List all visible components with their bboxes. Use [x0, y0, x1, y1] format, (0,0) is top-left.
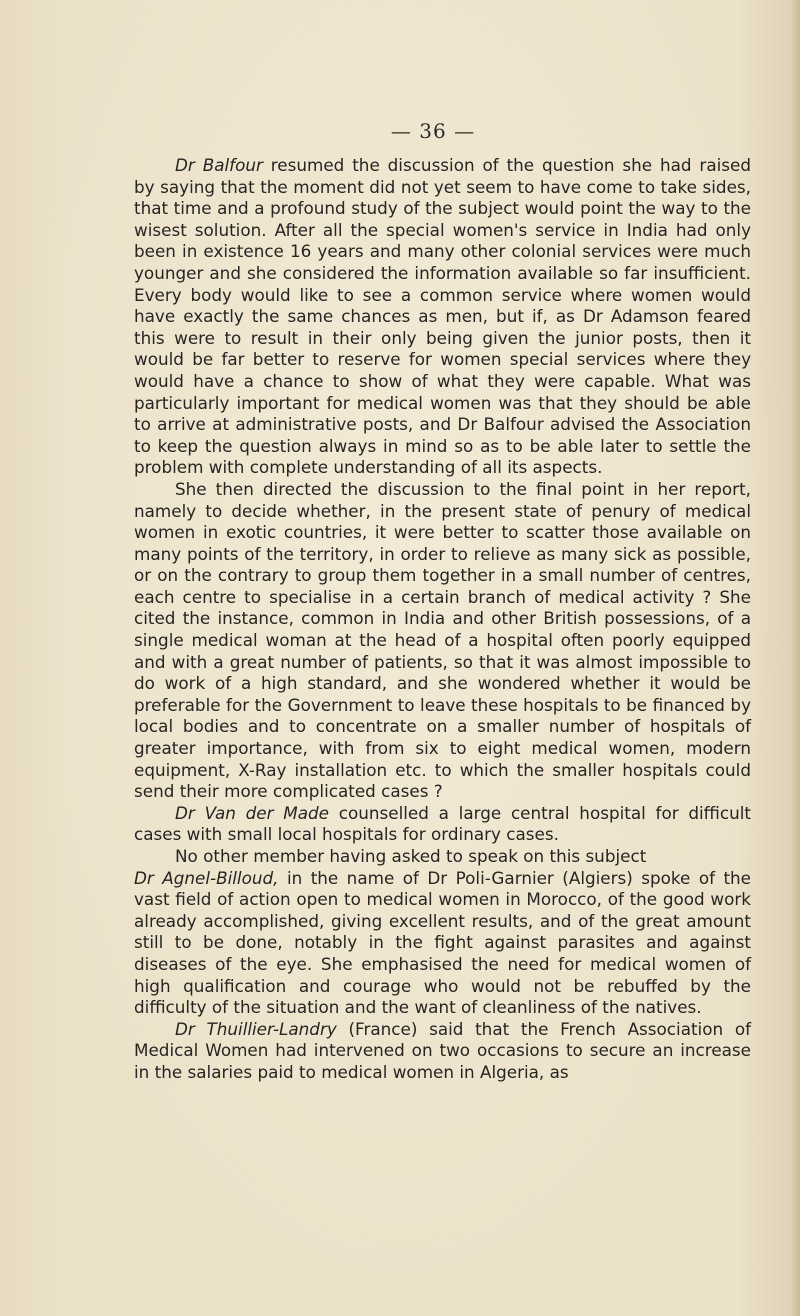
paragraph	[134, 155, 751, 479]
paragraph	[134, 1019, 751, 1084]
paragraph-text: resumed the discussion of the question she had raised by saying that the moment did not yet seem to have come to take sides, that time and a profound study of the subject would point the way to the wisest solution. After all the special women's service in India had only been in existence 16 years and many other colonial services were much younger and she considered the information available so far insufficient. Every body would like to see a common service where women would have exactly the same chances as men, but if, as Dr Adamson feared this were to result in their only being given the junior posts, then it would be far better to reserve for women special services where they would have a chance to show of what they were capable. What was particularly important for medical women was that they should be able to arrive at administrative posts, and Dr Balfour advised the Association to keep the question always in mind so as to be able later to settle the problem with complete understanding of all its aspects.	[134, 155, 751, 478]
paragraph	[134, 479, 751, 803]
paragraph	[134, 803, 751, 846]
paragraph-text: No other member having asked to speak on this subject	[175, 846, 647, 866]
speaker-name: Dr Thuillier-Landry	[175, 1018, 337, 1039]
paragraph	[134, 868, 751, 1019]
body-text	[134, 155, 751, 1084]
page-number: — 36 —	[390, 119, 476, 143]
paragraph-text: counselled a large central hospital for difficult cases with small local hospitals for ordinary cases.	[134, 802, 752, 845]
paragraph-text: She then directed the discussion to the final point in her report, namely to decide whether, in the present state of penury of medical women in exotic countries, it were better to scatter those available on many points of the territory, in order to relieve as many sick as possible, or on the contrary to group them together in a small number of centres, each centre to specialise in a certain branch of medical activity ? She cited the instance, common in India and other British possessions, of a single medical woman at the head of a hospital often poorly equipped and with a great number of patients, so that it was almost impossible to do work of a high standard, and she wondered whether it would be preferable for the Government to leave these hospitals to be financed by local bodies and to concentrate on a smaller number of hospitals of greater importance, with from six to eight medical women, modern equipment, X-Ray installation etc. to which the smaller hospitals could send their more complicated cases ?	[134, 478, 751, 802]
speaker-name: Dr Van der Made	[175, 802, 330, 823]
page-edge-shadow	[791, 0, 800, 1316]
paragraph-text: (France) said that the French Association of Medical Women had intervened on two occasions to secure an increase in the salaries paid to medical women in Algeria, as	[134, 1018, 751, 1082]
paragraph	[134, 846, 751, 868]
paragraph-text: in the name of Dr Poli-Garnier (Algiers) spoke of the vast field of action open to medical women in Morocco, of the good work already accomplished, giving excellent results, and of the great amount still to be done, notably in the fight against parasites and against diseases of the eye. She emphasised the need for medical women of high qualification and courage who would not be rebuffed by the difficulty of the situation and the want of cleanliness of the natives.	[134, 867, 751, 1018]
speaker-name: Dr Agnel-Billoud,	[134, 867, 279, 888]
speaker-name: Dr Balfour	[175, 155, 263, 175]
